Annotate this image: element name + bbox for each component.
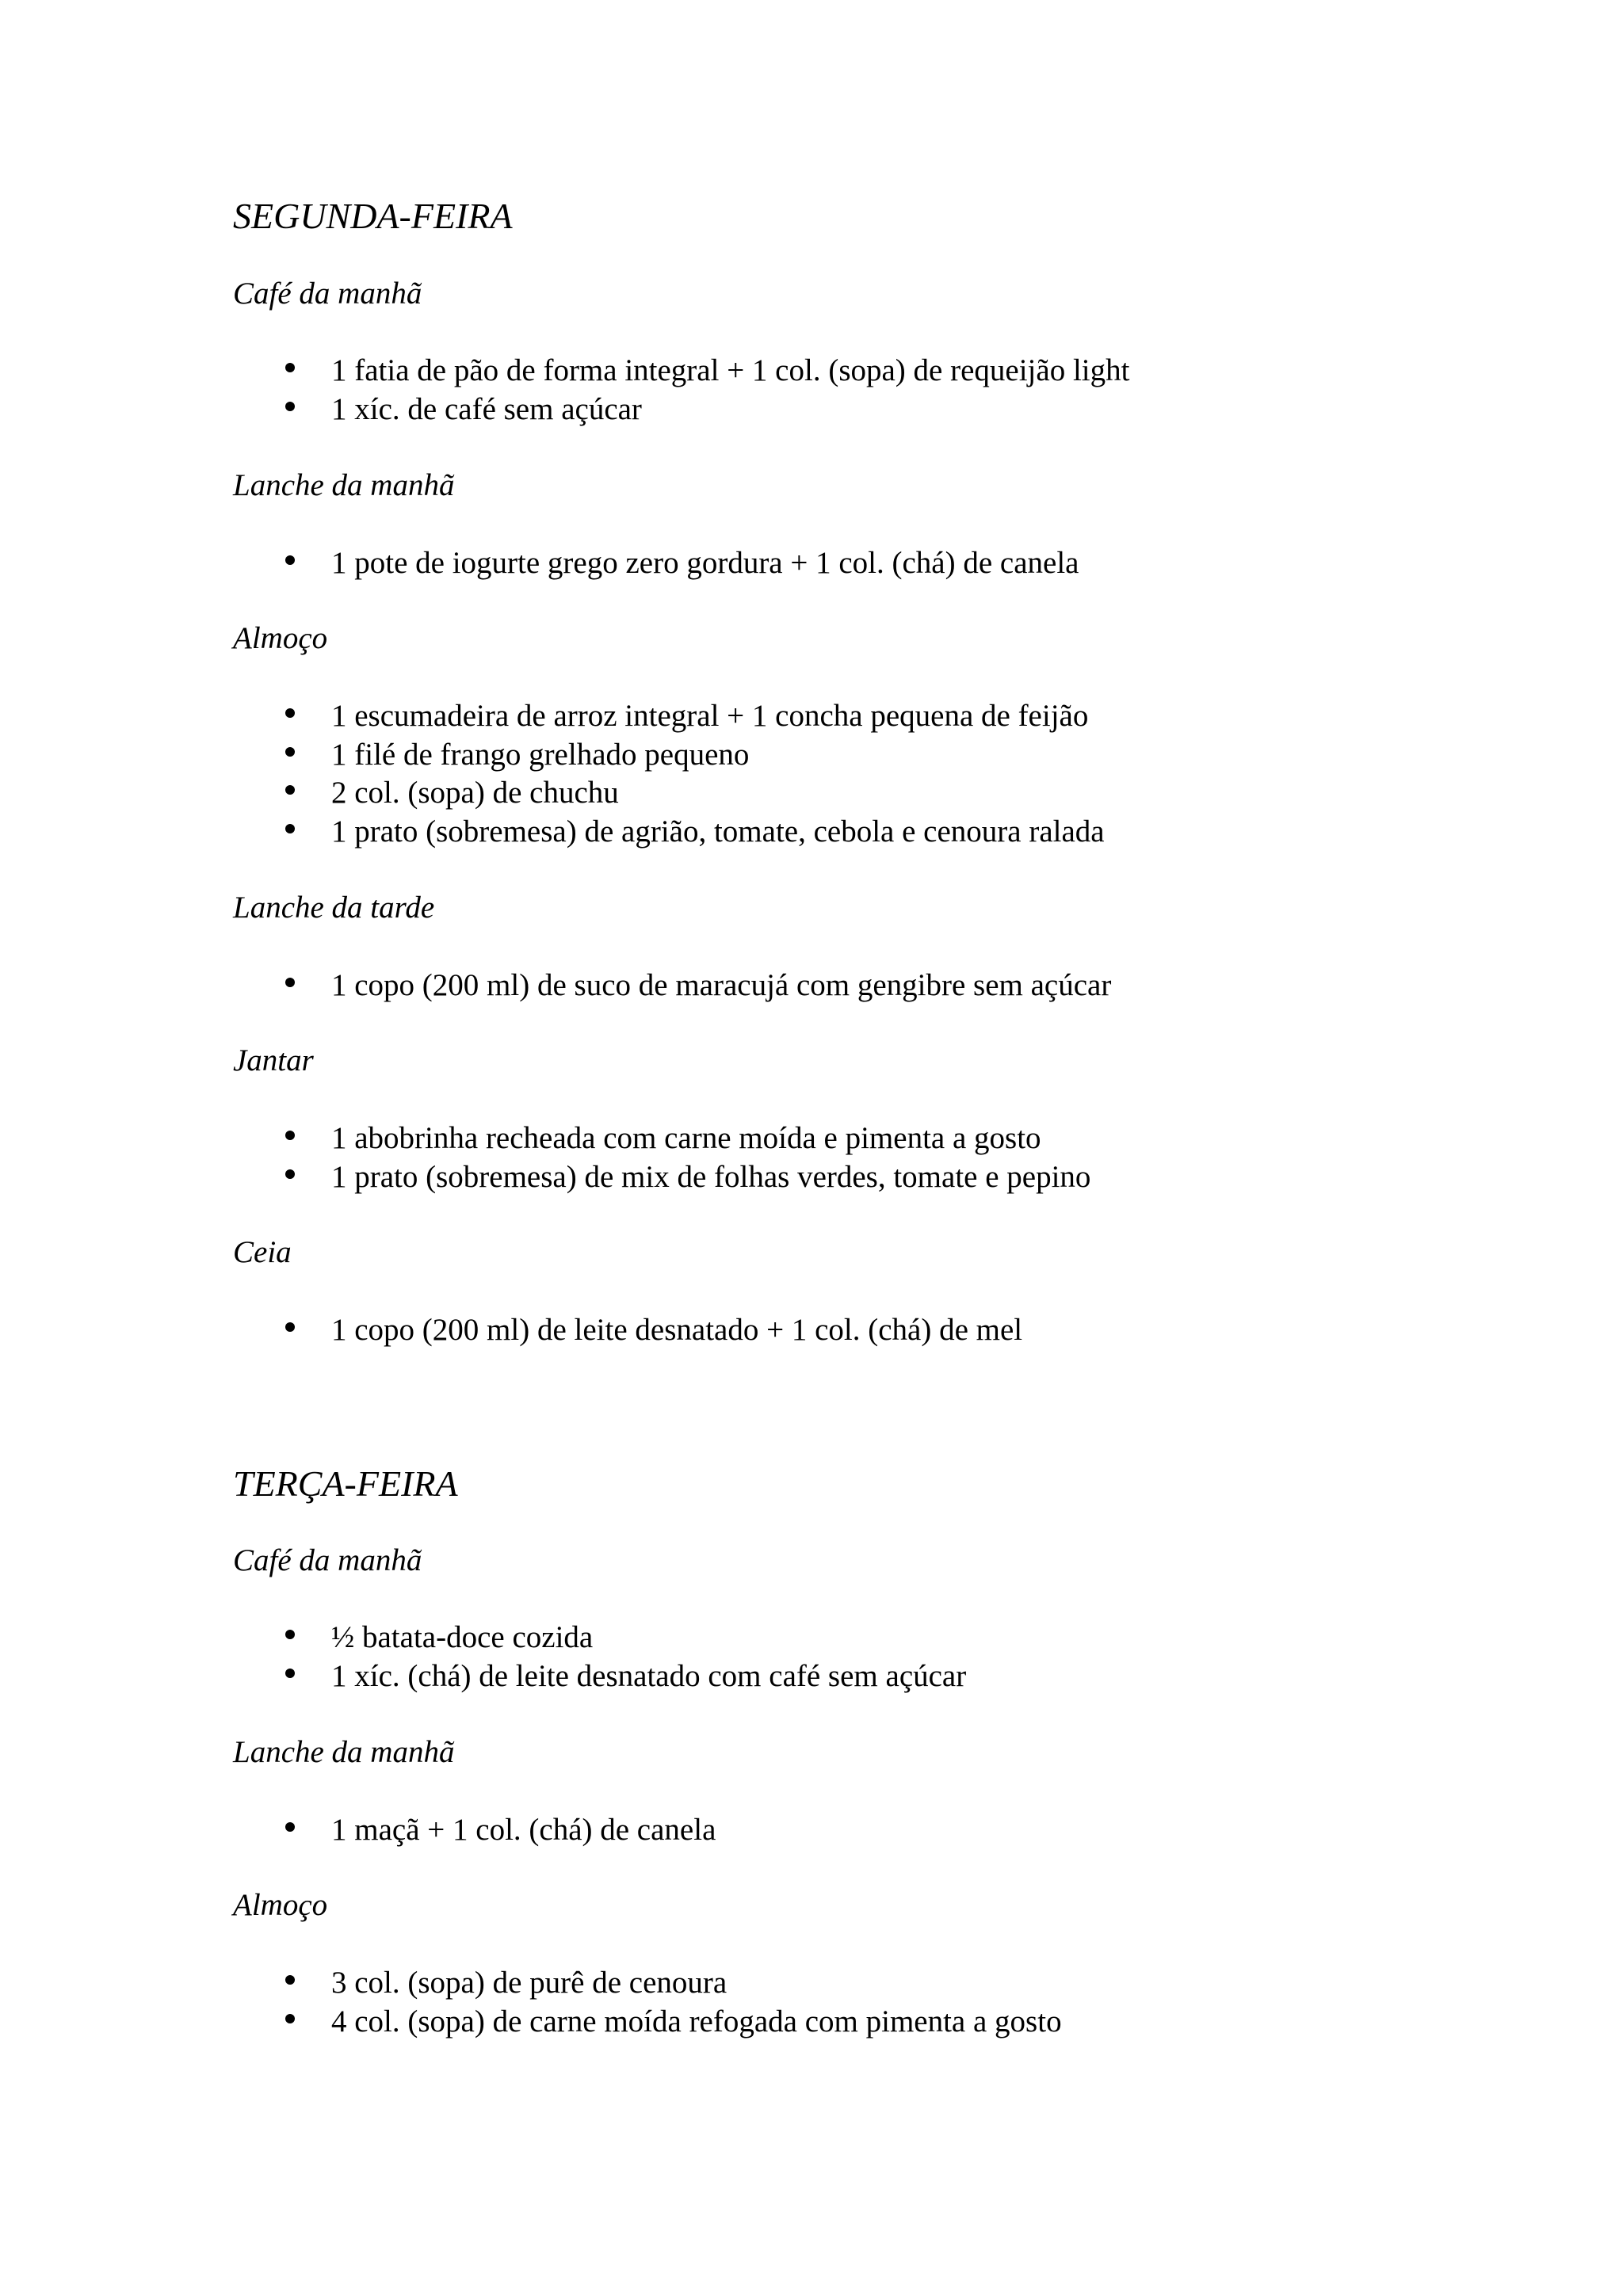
bullet-icon — [285, 402, 295, 411]
day-title-tuesday: TERÇA-FEIRA — [233, 1463, 458, 1504]
bullet-icon — [285, 1169, 295, 1179]
bullet-icon — [285, 1669, 295, 1678]
document-page: SEGUNDA-FEIRA Café da manhã 1 fatia de pão de forma integral + 1 col. (sopa) de requeijão light 1 xíc. de café sem açúcar Lanche da manhã 1 pote de iogurte grego zero gordura + 1 col. (chá) de canela Almoço 1 escumadeira de arroz integral + 1 concha pequena de feijão 1 filé de frango grelhado pequeno 2 col. (sopa) de chuchu 1 prato (sobremesa) de agrião, tomate, cebola e cenoura ralada Lanche da tarde 1 copo (200 ml) de suco de maracujá com gengibre sem açúcar Jantar 1 abobrinha recheada com carne moída e pimenta a gosto 1 prato (sobremesa) de mix de folhas verdes, tomate e pepino Ceia 1 copo (200 ml) de leite desnatado + 1 col. (chá) de mel TERÇA-FEIRA Café da manhã ½ batata-doce cozida 1 xíc. (chá) de leite desnatado com café sem açúcar Lanche da manhã 1 maçã + 1 col. (chá) de canela Almoço 3 col. (sopa) de purê de cenoura 4 col. (sopa) de carne moída refogada com pimenta a gosto — [233, 196, 1130, 2039]
meal-title-supper: Ceia — [233, 1235, 292, 1269]
day-title-monday: SEGUNDA-FEIRA — [233, 196, 513, 236]
bullet-icon — [285, 1131, 295, 1140]
bullet-icon — [285, 785, 295, 795]
meal-title-lunch: Almoço — [233, 1888, 328, 1922]
meal-title-dinner: Jantar — [233, 1043, 314, 1077]
meal-title-lunch: Almoço — [233, 621, 328, 655]
bullet-icon — [285, 2014, 295, 2023]
bullet-icon — [285, 824, 295, 833]
bullet-icon — [285, 1822, 295, 1832]
meal-title-afternoon-snack: Lanche da tarde — [233, 891, 435, 925]
meal-title-breakfast: Café da manhã — [233, 1543, 422, 1577]
meal-title-breakfast: Café da manhã — [233, 277, 422, 311]
bullet-icon — [285, 1975, 295, 1985]
bullet-icon — [285, 363, 295, 372]
bullet-icon — [285, 555, 295, 565]
bullet-icon — [285, 1322, 295, 1332]
bullet-icon — [285, 978, 295, 987]
meal-title-morning-snack: Lanche da manhã — [233, 1735, 455, 1769]
meal-title-morning-snack: Lanche da manhã — [233, 468, 455, 502]
bullet-icon — [285, 747, 295, 757]
bullet-icon — [285, 708, 295, 718]
bullet-icon — [285, 1630, 295, 1639]
